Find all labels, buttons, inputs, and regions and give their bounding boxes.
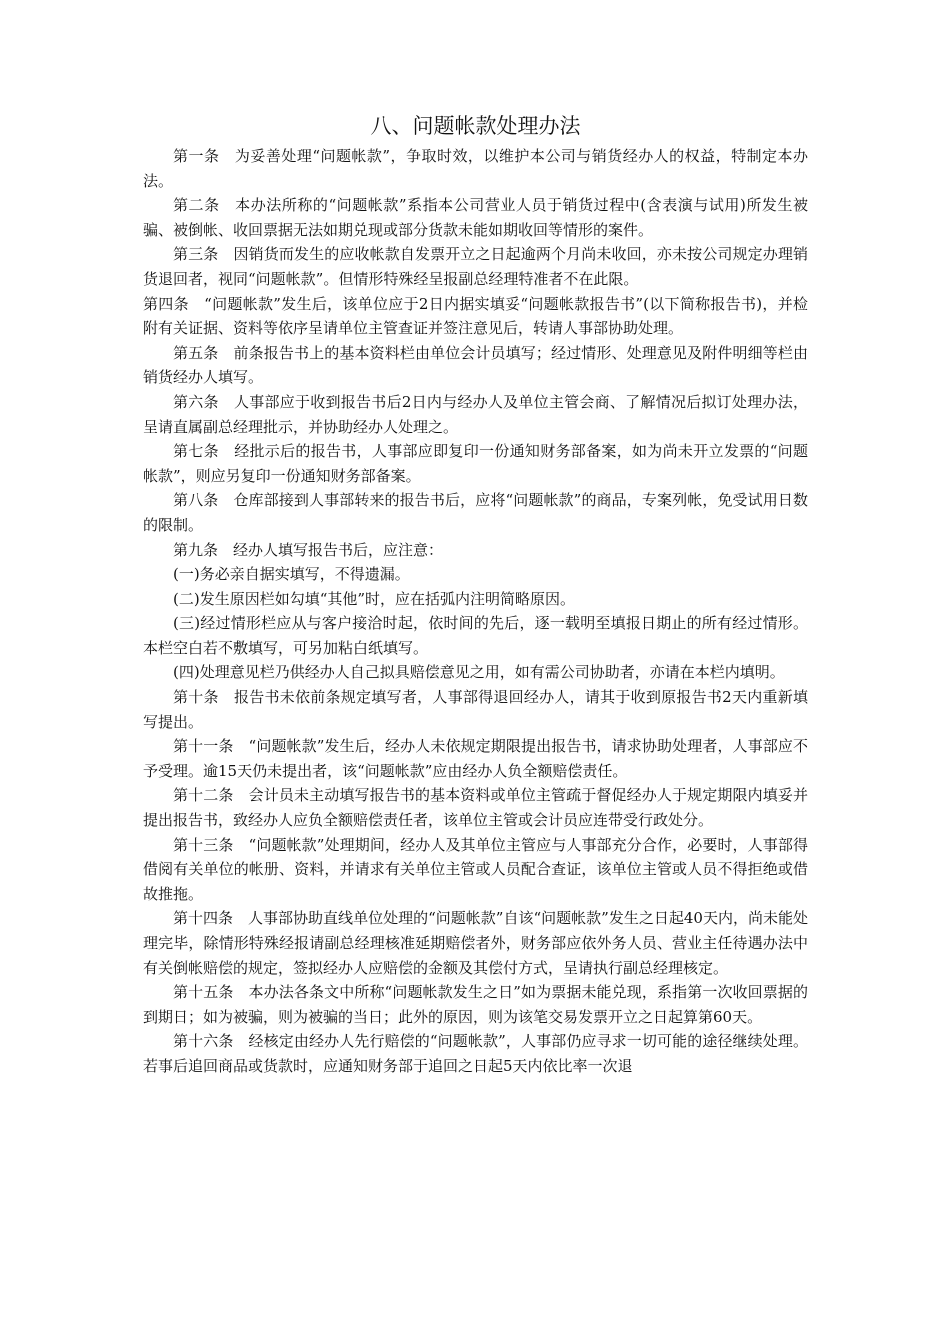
article-12: 第十二条 会计员未主动填写报告书的基本资料或单位主管疏于督促经办人于规定期限内填妥并提出报告书，致经办人应负全额赔偿责任者，该单位主管或会计员应连带受行政处分。	[143, 786, 808, 830]
article-7: 第七条 经批示后的报告书，人事部应即复印一份通知财务部备案，如为尚未开立发票的“问题帐款”，则应另复印一份通知财务部备案。	[143, 442, 808, 485]
article-9-item-1: (一)务必亲自据实填写，不得遗漏。	[173, 565, 410, 584]
article-6: 第六条 人事部应于收到报告书后2日内与经办人及单位主管会商、了解情况后拟订处理办法，呈请直属副总经理批示，并协助经办人处理之。	[143, 392, 808, 436]
article-9-item-4: (四)处理意见栏乃供经办人自己拟具赔偿意见之用，如有需公司协助者，亦请在本栏内填明。	[173, 663, 785, 682]
article-3: 第三条 因销货而发生的应收帐款自发票开立之日起逾两个月尚未收回，亦未按公司规定办理销货退回者，视同“问题帐款”。但情形特殊经呈报副总经理特准者不在此限。	[143, 245, 808, 288]
article-9: 第九条 经办人填写报告书后，应注意：	[173, 540, 444, 559]
article-14: 第十四条 人事部协助直线单位处理的“问题帐款”自该“问题帐款”发生之日起40天内，尚未能处理完毕，除情形特殊经报请副总经理核准延期赔偿者外，财务部应依外务人员、营业主任待遇办法中有关倒帐赔偿的规定，签拟经办人应赔偿的金额及其偿付方式，呈请执行副总经理核定。	[143, 909, 808, 977]
article-16: 第十六条 经核定由经办人先行赔偿的“问题帐款”，人事部仍应寻求一切可能的途径继续处理。若事后追回商品或货款时，应通知财务部于追回之日起5天内依比率一次退	[143, 1032, 808, 1075]
article-4: 第四条 “问题帐款”发生后，该单位应于2日内据实填妥“问题帐款报告书”(以下简称报告书)，并检附有关证据、资料等依序呈请单位主管查证并签注意见后，转请人事部协助处理。	[143, 294, 808, 338]
article-13: 第十三条 “问题帐款”处理期间，经办人及其单位主管应与人事部充分合作，必要时，人事部得借阅有关单位的帐册、资料，并请求有关单位主管或人员配合查证，该单位主管或人员不得拒绝或借故推拖。	[143, 835, 808, 903]
article-8: 第八条 仓库部接到人事部转来的报告书后，应将“问题帐款”的商品，专案列帐，免受试用日数的限制。	[143, 491, 808, 534]
article-10: 第十条 报告书未依前条规定填写者，人事部得退回经办人，请其于收到原报告书2天内重新填写提出。	[143, 688, 808, 731]
article-9-item-2: (二)发生原因栏如勾填“其他”时，应在括弧内注明简略原因。	[173, 589, 576, 608]
article-2: 第二条 本办法所称的“问题帐款”系指本公司营业人员于销货过程中(含表演与试用)所发生被骗、被倒帐、收回票据无法如期兑现或部分货款未能如期收回等情形的案件。	[143, 196, 808, 239]
article-15: 第十五条 本办法各条文中所称“问题帐款发生之日”如为票据未能兑现，系指第一次收回票据的到期日；如为被骗，则为被骗的当日；此外的原因，则为该笔交易发票开立之日起算第60天。	[143, 983, 808, 1026]
article-11: 第十一条 “问题帐款”发生后，经办人未依规定期限提出报告书，请求协助处理者，人事部应不予受理。逾15天仍未提出者，该“问题帐款”应由经办人负全额赔偿责任。	[143, 737, 808, 780]
article-5: 第五条 前条报告书上的基本资料栏由单位会计员填写；经过情形、处理意见及附件明细等栏由销货经办人填写。	[143, 343, 808, 387]
document-page	[143, 110, 808, 1079]
document-title: 八、问题帐款处理办法	[370, 114, 581, 138]
article-1: 第一条 为妥善处理“问题帐款”，争取时效，以维护本公司与销货经办人的权益，特制定本办法。	[143, 147, 808, 190]
article-9-item-3: (三)经过情形栏应从与客户接洽时起，依时间的先后，逐一载明至填报日期止的所有经过情形。本栏空白若不敷填写，可另加粘白纸填写。	[143, 614, 808, 657]
